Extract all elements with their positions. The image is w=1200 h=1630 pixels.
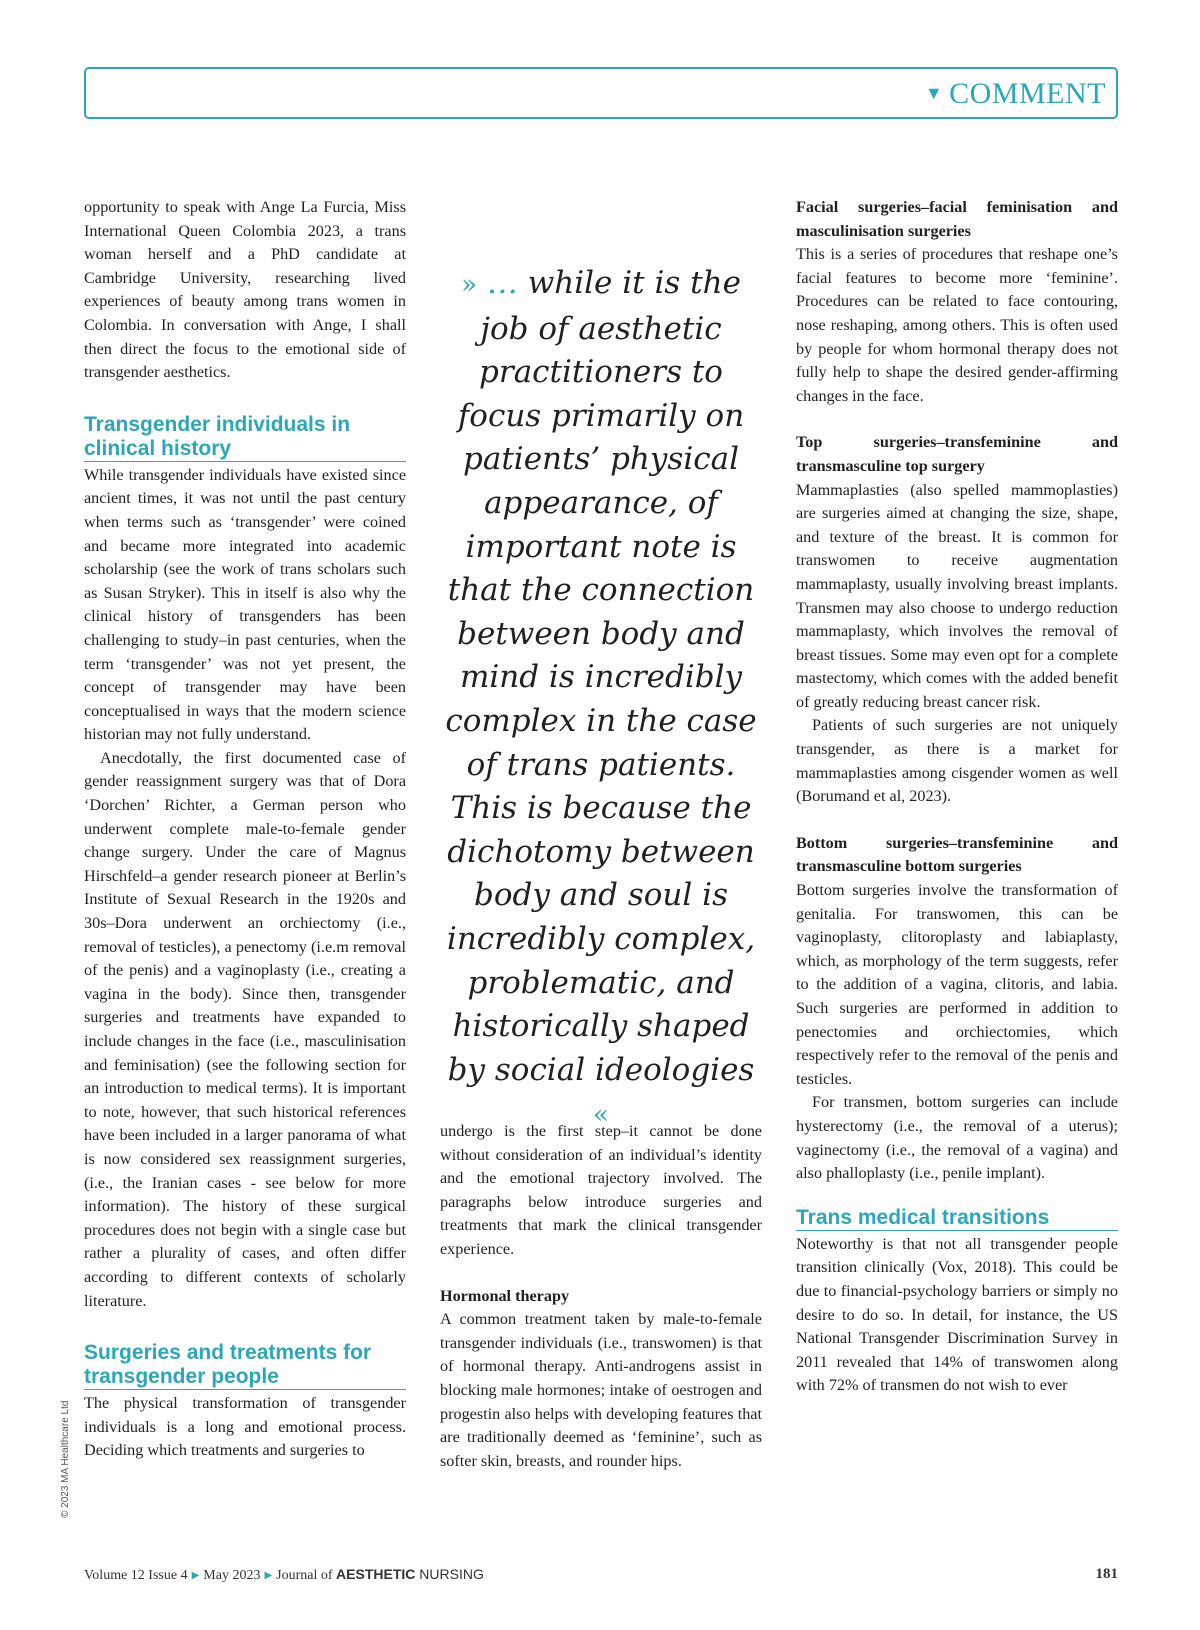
- column-middle: [440, 1120, 762, 1473]
- heading-clinical-history: Transgender individuals in clinical history: [84, 413, 406, 462]
- page-footer: [84, 1566, 1118, 1588]
- paragraph-top-1: Mammaplasties (also spelled mammoplasties) are surgeries aimed at changing the size, shape, and texture of the breast. It is common for transwomen to receive augmentation mammaplasty, usually involving breast implants. Transmen may also choose to undergo reduction mammaplasty, which involves the removal of breast tissues. Some may even opt for a complete mastectomy, which comes with the added benefit of greatly reducing breast cancer risk.: [796, 480, 1118, 711]
- footer-date: May 2023: [203, 1568, 261, 1583]
- heading-top-surgeries: Top surgeries–transfeminine and transmasculine top surgery: [796, 433, 1118, 475]
- close-quote-mark: «: [593, 1100, 609, 1131]
- page-number: 181: [1095, 1566, 1118, 1582]
- paragraph-hormonal: A common treatment taken by male-to-female transgender individuals (i.e., transwomen) is that of hormonal therapy. Anti-androgens assist in blocking male hormones; intake of oestrogen and progestin also helps with developing features that are traditionally deemed as ‘feminine’, such as softer skin, breasts, and rounder hips.: [440, 1310, 762, 1470]
- triangle-down-icon: ▼: [924, 83, 944, 103]
- quote-ellipsis: …: [486, 265, 518, 301]
- paragraph-continued: undergo is the first step–it cannot be done without consideration of an individual’s identity and the emotional trajectory involved. The paragraphs below introduce surgeries and treatments that mark the clinical transgender experience.: [440, 1122, 762, 1258]
- heading-medical-transitions: Trans medical transitions: [796, 1206, 1118, 1231]
- open-quote-mark: »: [461, 270, 477, 300]
- section-tag: [925, 77, 1106, 111]
- paragraph-history-2: Anecdotally, the first documented case of gender reassignment surgery was that of Dora ‘Dorchen’ Richter, a German person who underwent complete male-to-female gender change surgery. Under the care of Magnus Hirschfeld–a gender research pioneer at Berlin’s Institute of Sexual Research in the 1920s and 30s–Dora underwent an orchiectomy (i.e., removal of testicles), a penectomy (i.e.m removal of the penis) and a vaginoplasty (i.e., creating a vagina in the body). Since then, transgender surgeries and treatments have expanded to include changes in the face (i.e., masculinisation and feminisation) (see the following section for an introduction to medical terms). It is important to note, however, that such historical references have been included in a larger panorama of what is now considered sex reassignment surgeries, (i.e., the Iranian cases - see below for more information). The history of these surgical procedures does not begin with a single case but rather a plurality of cases, and often differ according to different contexts of scholarly literature.: [84, 748, 406, 1310]
- triangle-right-icon: ▶: [264, 1570, 273, 1581]
- heading-surgeries-treatments: Surgeries and treatments for transgender people: [84, 1341, 406, 1390]
- section-label: COMMENT: [949, 77, 1106, 110]
- triangle-right-icon: ▶: [191, 1570, 200, 1581]
- heading-facial-surgeries: Facial surgeries–facial feminisation and masculinisation surgeries: [796, 198, 1118, 240]
- footer-journal-suffix: NURSING: [415, 1566, 484, 1582]
- paragraph-bottom-2: For transmen, bottom surgeries can include hysterectomy (i.e., the removal of a uterus); vaginectomy (i.e., the removal of a vagina) and also phalloplasty (i.e., penile implant).: [796, 1093, 1118, 1183]
- footer-citation: [84, 1566, 484, 1584]
- paragraph-transitions: Noteworthy is that not all transgender people transition clinically (Vox, 2018). This could be due to financial-psychology barriers or simply no desire to do so. In detail, for instance, the US National Transgender Discrimination Survey in 2011 revealed that 14% of transwomen along with 72% of transmen do not wish to ever: [796, 1234, 1118, 1395]
- paragraph-top-2: Patients of such surgeries are not uniquely transgender, as there is a market for mammaplasties among cisgender women as well (Borumand et al, 2023).: [796, 716, 1118, 806]
- footer-volume: Volume 12 Issue 4: [84, 1568, 188, 1583]
- pull-quote-text: while it is the job of aesthetic practitioners to focus primarily on patients’ physical appearance, of important note is that the connection between body and mind is incredibly complex in the case of trans patients. This is because the dichotomy between body and soul is incredibly complex, problematic, and historically shaped by social ideologies: [445, 265, 757, 1088]
- paragraph-bottom-1: Bottom surgeries involve the transformation of genitalia. For transwomen, this can be vaginoplasty, clitoroplasty and labiaplasty, which, as morphology of the term suggests, refer to the addition of a vagina, clitoris, and labia. Such surgeries are performed in addition to penectomies and orchiectomies, which respectively refer to the removal of the penis and testicles.: [796, 881, 1118, 1088]
- heading-hormonal-therapy: Hormonal therapy: [440, 1286, 570, 1305]
- copyright-notice: © 2023 MA Healthcare Ltd: [60, 1400, 71, 1518]
- heading-bottom-surgeries: Bottom surgeries–transfeminine and transmasculine bottom surgeries: [796, 833, 1118, 876]
- footer-journal-prefix: Journal of: [276, 1568, 337, 1583]
- paragraph-intro: opportunity to speak with Ange La Furcia, Miss International Queen Colombia 2023, a trans woman herself and a PhD candidate at Cambridge University, researching lived experiences of beauty among trans women in Colombia. In conversation with Ange, I shall then direct the focus to the emotional side of transgender aesthetics.: [84, 198, 406, 382]
- column-right: [796, 196, 1118, 1398]
- paragraph-surgeries: The physical transformation of transgender individuals is a long and emotional process. Deciding which treatments and surgeries to: [84, 1394, 406, 1460]
- column-left: [84, 196, 406, 1463]
- footer-journal-strong: AESTHETIC: [336, 1566, 416, 1582]
- pull-quote: [436, 262, 766, 1138]
- paragraph-history-1: While transgender individuals have existed since ancient times, it was not until the past century when terms such as ‘transgender’ were coined and became more integrated into academic scholarship (see the work of trans scholars such as Susan Stryker). This in itself is also why the clinical history of transgenders has been challenging to study–in past centuries, when the term ‘transgender’ was not yet present, the concept of transgender may have been conceptualised in ways that the modern science historian may not fully understand.: [84, 465, 406, 744]
- section-header-box: [84, 67, 1118, 119]
- paragraph-facial: This is a series of procedures that reshape one’s facial features to become more ‘feminine’. Procedures can be related to face contouring, nose reshaping, among others. This is often used by people for whom hormonal therapy does not fully help to shape the desired gender-affirming changes in the face.: [796, 245, 1118, 405]
